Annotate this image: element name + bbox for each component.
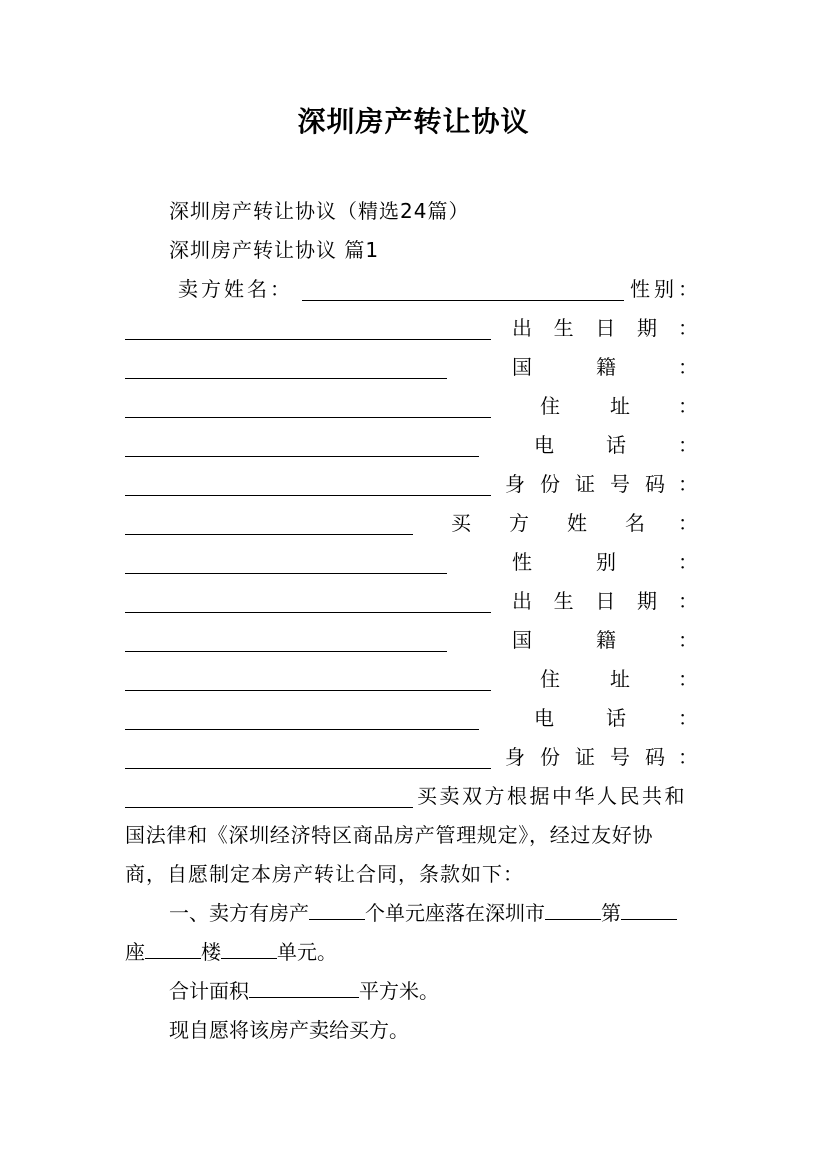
seller-address-label: 住 址 — [540, 394, 630, 418]
seller-name-label: 卖方姓名： — [178, 277, 293, 301]
colon: ： — [678, 511, 698, 535]
buyer-nationality-blank — [125, 668, 491, 691]
colon: ： — [678, 628, 698, 652]
seller-birthdate-label: 出 生 日 期 — [512, 316, 657, 340]
buyer-gender-label: 性 别 — [512, 550, 616, 574]
units-count-blank — [309, 897, 365, 920]
colon: ： — [678, 394, 698, 418]
colon: ： — [678, 667, 698, 691]
colon: ： — [678, 550, 698, 574]
area-line: 合计面积 平方米。 — [169, 972, 439, 1011]
buyer-phone-label: 电 话 — [534, 706, 626, 730]
unit-blank — [221, 936, 277, 959]
building-number-blank — [621, 897, 677, 920]
seller-nationality-blank — [125, 395, 491, 418]
colon: ： — [678, 355, 698, 379]
agreement-intro-tail: 买卖双方根据中华人民共和 — [417, 784, 687, 808]
colon: ： — [678, 472, 698, 496]
buyer-nationality-label: 国 籍 — [512, 628, 616, 652]
seller-gender-blank — [125, 317, 491, 340]
floor-blank — [145, 936, 201, 959]
gender-label-inline: 性别： — [630, 277, 702, 301]
colon: ： — [678, 589, 698, 613]
document-subtitle: 深圳房产转让协议（精选24篇） — [169, 199, 470, 223]
seller-name-blank — [302, 278, 624, 301]
clause-1-line1: 一、卖方有房产 个单元座落在深圳市 第 — [169, 894, 677, 933]
colon: ： — [678, 706, 698, 730]
colon: ： — [678, 433, 698, 457]
seller-id-label: 身 份 证 号 码 — [505, 472, 665, 496]
seller-address-blank — [125, 434, 479, 457]
agreement-intro-line2: 国法律和《深圳经济特区商品房产管理规定》，经过友好协 — [125, 823, 654, 847]
buyer-birthdate-blank — [125, 629, 447, 652]
area-blank — [249, 975, 359, 998]
document-title: 深圳房产转让协议 — [297, 105, 530, 138]
seller-nationality-label: 国 籍 — [512, 355, 616, 379]
agreement-intro-line3: 商，自愿制定本房产转让合同，条款如下： — [125, 862, 524, 886]
section-heading: 深圳房产转让协议 篇1 — [169, 238, 380, 262]
colon: ： — [678, 316, 698, 340]
clause-1-line2: 座 楼 单元。 — [125, 933, 337, 972]
colon: ： — [678, 745, 698, 769]
buyer-address-blank — [125, 707, 479, 730]
seller-birthdate-blank — [125, 356, 447, 379]
buyer-gender-blank — [125, 590, 491, 613]
buyer-name-label: 买 方 姓 名 — [451, 511, 645, 535]
buyer-birthdate-label: 出 生 日 期 — [512, 589, 657, 613]
sale-statement: 现自愿将该房产卖给买方。 — [169, 1018, 409, 1042]
seller-id-blank — [125, 512, 413, 535]
buyer-id-label: 身 份 证 号 码 — [505, 745, 665, 769]
seller-phone-label: 电 话 — [534, 433, 626, 457]
buyer-phone-blank — [125, 746, 491, 769]
seller-phone-blank — [125, 473, 491, 496]
district-blank — [545, 897, 601, 920]
buyer-name-blank — [125, 551, 447, 574]
buyer-id-blank — [125, 785, 413, 808]
buyer-address-label: 住 址 — [540, 667, 630, 691]
